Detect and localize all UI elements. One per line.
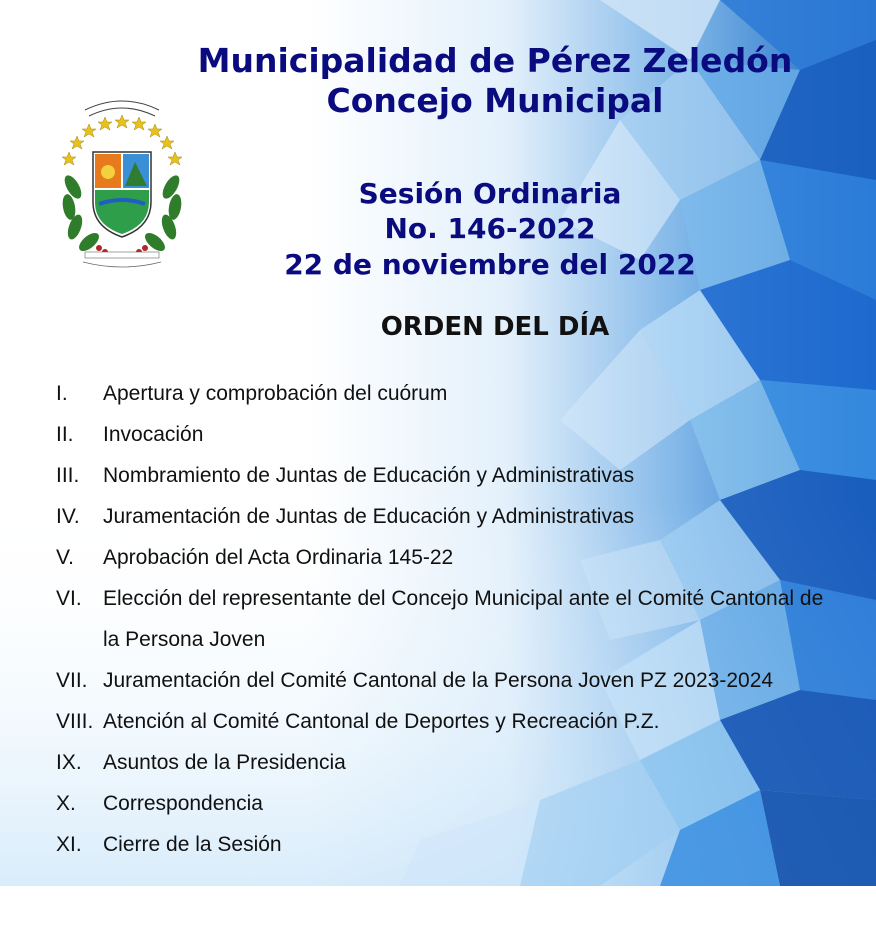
agenda-item-number: X. xyxy=(56,792,76,815)
agenda-item-number: I. xyxy=(56,382,68,405)
agenda-item-7 xyxy=(56,660,856,701)
agenda-item-text: Invocación xyxy=(103,423,204,446)
agenda-item-2 xyxy=(56,414,856,455)
agenda-item-text: Juramentación del Comité Cantonal de la Persona Joven PZ 2023-2024 xyxy=(103,669,774,692)
agenda-item-number: IV. xyxy=(56,505,80,528)
agenda-item-number: III. xyxy=(56,464,80,487)
agenda-item-number: V. xyxy=(56,546,74,569)
agenda-item-text: Nombramiento de Juntas de Educación y Administrativas xyxy=(103,464,635,487)
agenda-item-text: Juramentación de Juntas de Educación y Administrativas xyxy=(103,505,635,528)
agenda-item-11 xyxy=(56,824,856,865)
agenda-item-number: XI. xyxy=(56,833,82,856)
agenda-item-8 xyxy=(56,701,856,742)
agenda-item-1 xyxy=(56,373,856,414)
agenda-item-number: IX. xyxy=(56,751,82,774)
session-date: 22 de noviembre del 2022 xyxy=(284,248,696,281)
agenda-item-10 xyxy=(56,783,856,824)
agenda-item-number: VII. xyxy=(56,669,88,692)
session-number: No. 146-2022 xyxy=(384,212,596,245)
agenda-item-text: Atención al Comité Cantonal de Deportes y Recreación P.Z. xyxy=(103,710,660,733)
agenda-item-5 xyxy=(56,537,856,578)
agenda-item-9 xyxy=(56,742,856,783)
agenda-item-number: II. xyxy=(56,423,74,446)
agenda-item-text: Apertura y comprobación del cuórum xyxy=(103,382,448,405)
session-type: Sesión Ordinaria xyxy=(358,177,622,210)
agenda-item-text: Elección del representante del Concejo Municipal ante el Comité Cantonal de la Persona Joven xyxy=(103,587,824,651)
agenda-item-number: VI. xyxy=(56,587,82,610)
agenda-item-number: VIII. xyxy=(56,710,94,733)
title-line-1: Municipalidad de Pérez Zeledón xyxy=(197,41,793,80)
agenda-list xyxy=(56,373,856,865)
agenda-item-6 xyxy=(56,578,856,660)
agenda-item-4 xyxy=(56,496,856,537)
title-line-2: Concejo Municipal xyxy=(326,81,664,120)
agenda-item-text: Asuntos de la Presidencia xyxy=(103,751,346,774)
agenda-item-text: Cierre de la Sesión xyxy=(103,833,282,856)
agenda-item-3 xyxy=(56,455,856,496)
agenda-item-text: Correspondencia xyxy=(103,792,263,815)
agenda-heading: ORDEN DEL DÍA xyxy=(380,312,610,342)
agenda-item-text: Aprobación del Acta Ordinaria 145-22 xyxy=(103,546,454,569)
